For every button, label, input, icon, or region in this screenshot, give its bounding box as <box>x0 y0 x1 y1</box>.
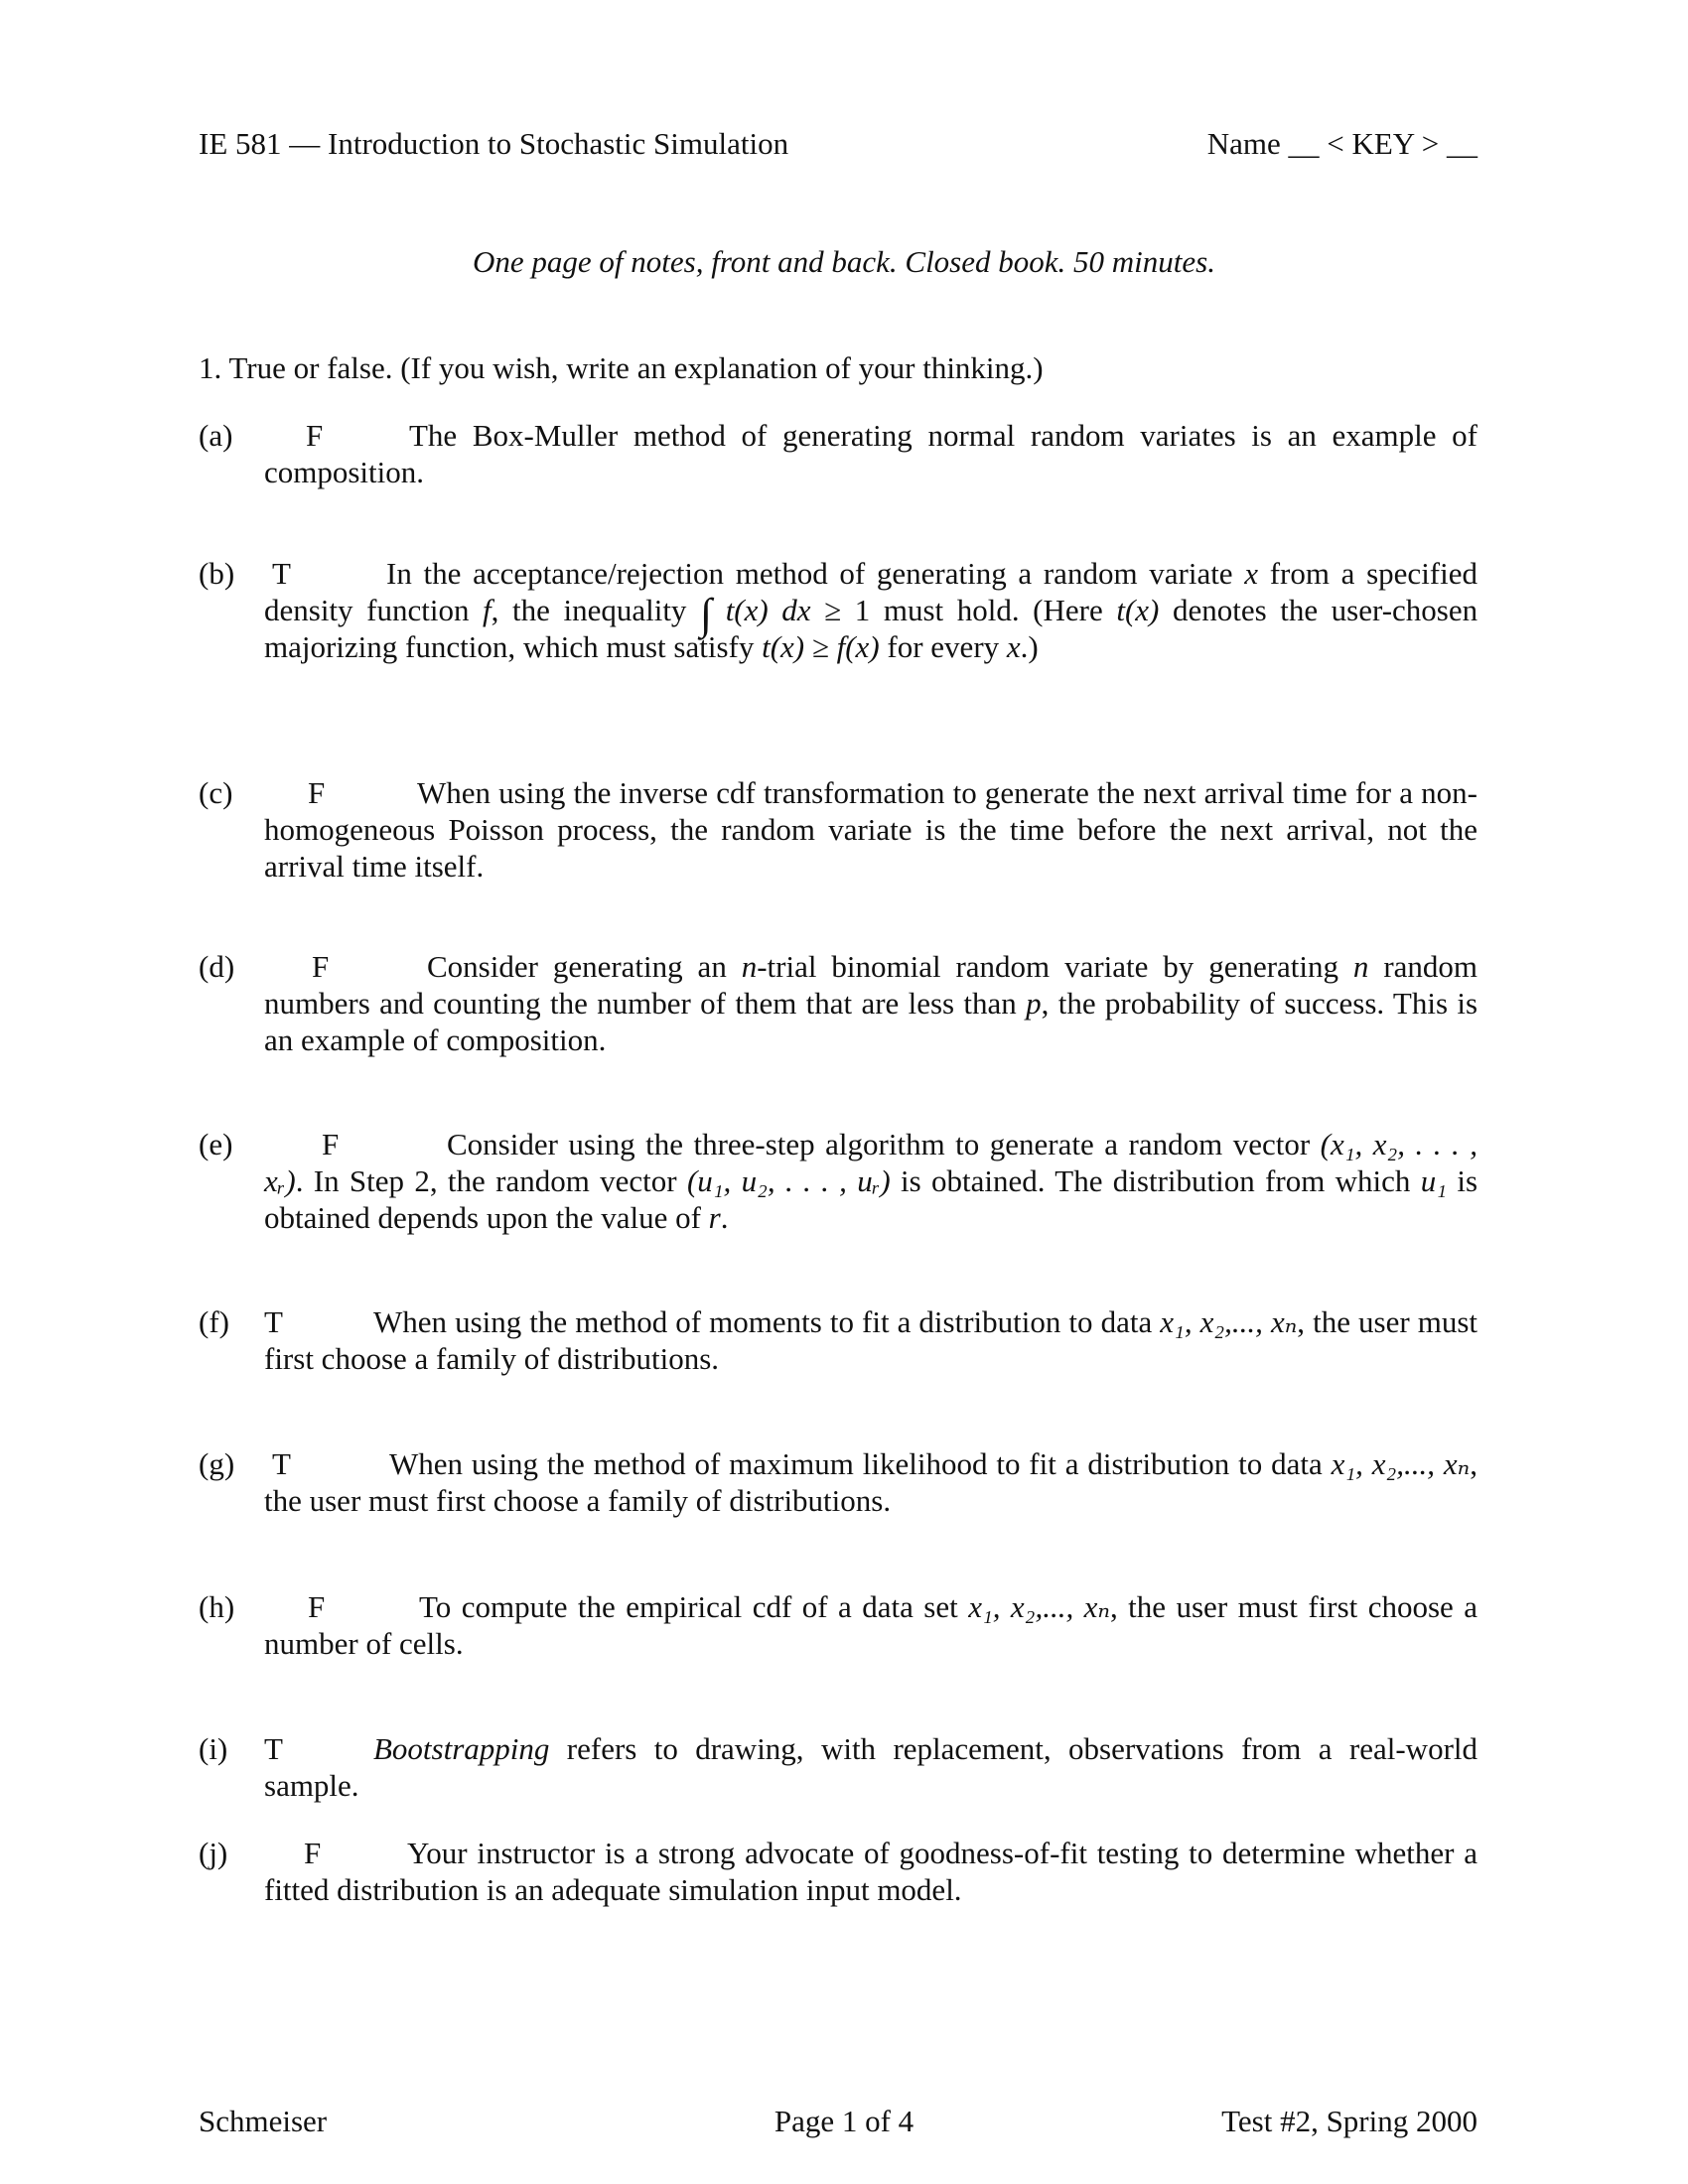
footer-author: Schmeiser <box>199 2104 328 2138</box>
math-expression: t(x) dx <box>725 593 811 627</box>
integral-symbol: ∫ <box>700 590 713 638</box>
item-statement: -trial binomial random variate by generating <box>757 949 1339 984</box>
item-statement: . In Step 2, the random vector <box>295 1163 677 1198</box>
item-text <box>199 774 1477 885</box>
item-text <box>199 417 1477 490</box>
question-item-f <box>199 1303 1478 1377</box>
question-item-h <box>199 1588 1477 1662</box>
item-text <box>199 1445 1477 1519</box>
math-var: u₁ <box>1420 1163 1448 1198</box>
item-label: (b) <box>199 556 235 591</box>
question-item-c <box>199 774 1477 885</box>
item-text <box>199 555 1478 665</box>
item-text <box>199 948 1478 1058</box>
item-statement: Consider generating an <box>427 949 727 984</box>
item-answer: F <box>312 949 330 984</box>
item-statement: .) <box>1020 629 1039 664</box>
item-answer: F <box>304 1836 322 1870</box>
math-var: x <box>1244 556 1259 591</box>
item-statement: random numbers and counting the number of them that are less than <box>264 949 1478 1021</box>
item-label: (a) <box>199 418 233 453</box>
item-label: (i) <box>199 1731 228 1766</box>
item-label: (j) <box>199 1836 228 1870</box>
item-label: (e) <box>199 1127 233 1161</box>
item-label: (f) <box>199 1304 229 1339</box>
item-statement: When using the inverse cdf transformation to generate the next arrival time for a non-homogeneous Poisson process, the random variate is the time before the next arrival, not the arrival time itself. <box>264 775 1477 884</box>
math-expression: t(x) <box>1116 593 1160 627</box>
item-statement: , the user must first choose a family of distributions. <box>264 1304 1478 1376</box>
item-answer: F <box>308 1589 326 1624</box>
math-var: n <box>741 949 758 984</box>
item-statement: denotes the user-chosen majorizing function, which must satisfy <box>264 593 1478 664</box>
item-answer: T <box>272 1446 291 1481</box>
item-statement: . <box>720 1200 729 1235</box>
math-expression: x₁, x₂,..., xₙ <box>968 1589 1110 1624</box>
item-statement: from a specified density function <box>264 556 1477 627</box>
item-statement: The Box-Muller method of generating normal random variates is an example of composition. <box>264 418 1477 489</box>
item-text <box>199 1730 1477 1804</box>
item-answer: T <box>272 556 291 591</box>
item-label: (c) <box>199 775 233 810</box>
item-text <box>199 1588 1477 1662</box>
question-item-b <box>199 555 1478 665</box>
course-title: IE 581 — Introduction to Stochastic Simulation <box>199 126 789 161</box>
item-text <box>199 1303 1478 1377</box>
item-statement: , the user must first choose a number of cells. <box>264 1589 1477 1661</box>
math-var: p <box>1026 986 1042 1021</box>
footer-page-number: Page 1 of 4 <box>774 2104 914 2138</box>
item-answer: F <box>308 775 326 810</box>
item-statement: Your instructor is a strong advocate of goodness-of-fit testing to determine whether a fitted distribution is an adequate simulation input model. <box>264 1836 1477 1907</box>
exam-instructions: One page of notes, front and back. Closed book. 50 minutes. <box>473 244 1215 279</box>
item-statement: , the inequality <box>491 593 687 627</box>
math-expression: (u₁, u₂, . . . , uᵣ) <box>686 1163 891 1198</box>
item-statement: , the probability of success. This is an example of composition. <box>264 986 1478 1057</box>
question-item-g <box>199 1445 1477 1519</box>
math-var: r <box>708 1200 721 1235</box>
math-var: n <box>1352 949 1369 984</box>
math-expression: x₁, x₂,..., xₙ <box>1331 1446 1471 1481</box>
item-answer: T <box>264 1731 283 1766</box>
item-statement: To compute the empirical cdf of a data set <box>419 1589 958 1624</box>
item-text <box>199 1126 1478 1236</box>
name-field: Name __ < KEY > __ <box>1206 126 1477 161</box>
item-statement: When using the method of moments to fit a distribution to data <box>373 1304 1153 1339</box>
emphasized-term: Bootstrapping <box>373 1731 550 1766</box>
math-expression: ≥ 1 <box>824 593 871 627</box>
item-text <box>199 1835 1477 1908</box>
item-label: (g) <box>199 1446 235 1481</box>
item-label: (d) <box>199 949 235 984</box>
math-expression: x₁, x₂,..., xₙ <box>1160 1304 1298 1339</box>
question-item-e <box>199 1126 1478 1236</box>
question-item-a <box>199 417 1477 490</box>
page-header <box>0 125 1688 165</box>
question-item-d <box>199 948 1478 1058</box>
item-statement: is obtained depends upon the value of <box>264 1163 1478 1235</box>
item-statement: must hold. (Here <box>883 593 1103 627</box>
math-expression: (x₁, x₂, . . . , xᵣ) <box>264 1127 1478 1198</box>
question-item-i <box>199 1730 1477 1804</box>
item-answer: F <box>306 418 324 453</box>
math-var: x <box>1006 629 1021 664</box>
item-statement: refers to drawing, with replacement, observations from a real-world sample. <box>264 1731 1477 1803</box>
question-item-j <box>199 1835 1477 1908</box>
question-1-prompt: 1. True or false. (If you wish, write an explanation of your thinking.) <box>199 350 1044 385</box>
item-statement: is obtained. The distribution from which <box>901 1163 1411 1198</box>
item-statement: Consider using the three-step algorithm to generate a random vector <box>447 1127 1311 1161</box>
math-expression: t(x) ≥ f(x) <box>762 629 880 664</box>
item-statement: When using the method of maximum likelihood to fit a distribution to data <box>389 1446 1323 1481</box>
item-label: (h) <box>199 1589 235 1624</box>
item-answer: F <box>322 1127 340 1161</box>
item-answer: T <box>264 1304 283 1339</box>
item-statement: , the user must first choose a family of distributions. <box>264 1446 1477 1518</box>
page-footer <box>0 2103 1688 2142</box>
item-statement: In the acceptance/rejection method of generating a random variate <box>386 556 1233 591</box>
footer-test-info: Test #2, Spring 2000 <box>1221 2104 1477 2138</box>
math-var: f <box>483 593 492 627</box>
item-statement: for every <box>887 629 1000 664</box>
